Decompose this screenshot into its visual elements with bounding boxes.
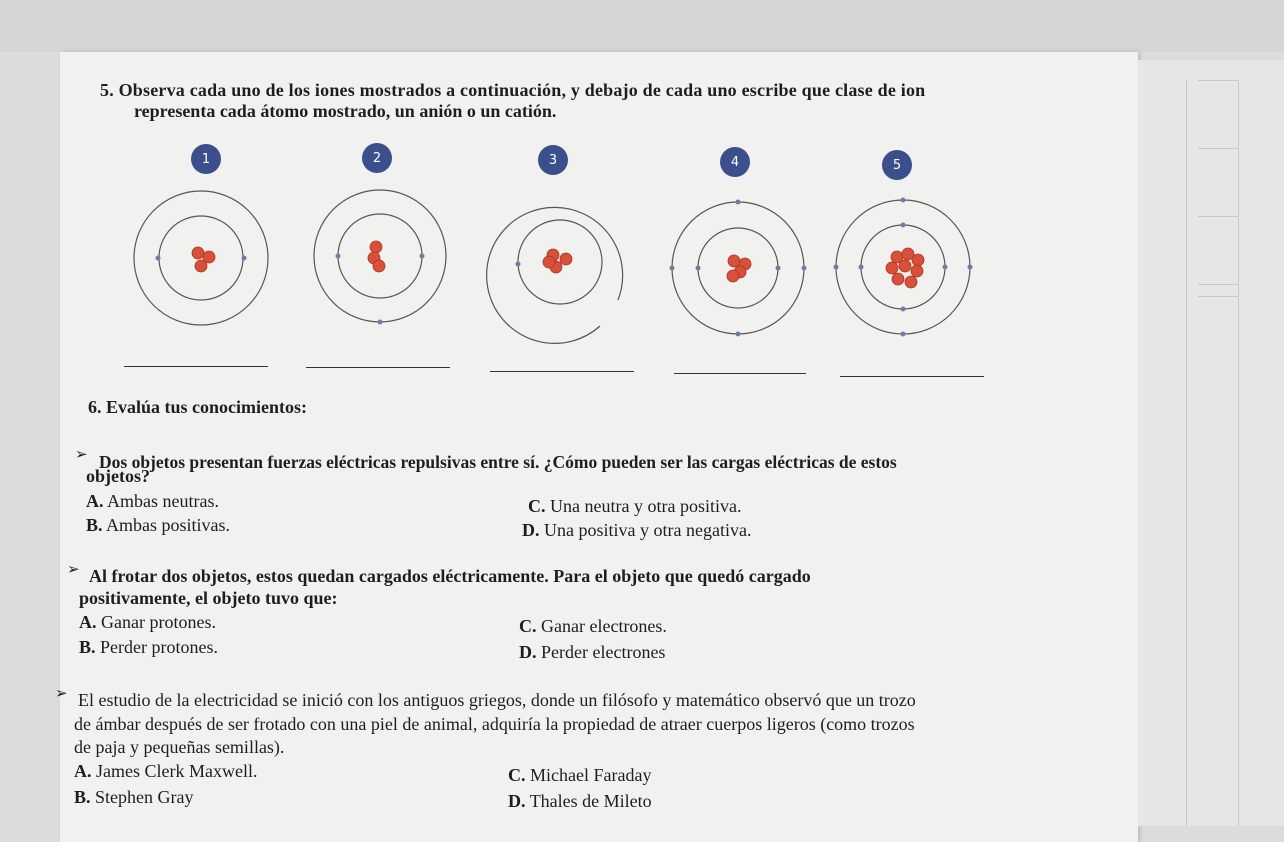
q6-2-option-b[interactable]: B. Perder protones.: [79, 637, 218, 657]
q6-1-option-a[interactable]: A. Ambas neutras.: [86, 491, 219, 511]
answer-blank-2[interactable]: [306, 367, 450, 368]
q6-3-line-1: El estudio de la electricidad se inició con los antiguos griegos, donde un filósofo y matemático observó que un trozo: [78, 690, 916, 710]
atom-3-badge: 3: [538, 145, 568, 175]
q6-1-line-1: Dos objetos presentan fuerzas eléctricas repulsivas entre sí. ¿Cómo pueden ser las cargas eléctricas de estos: [99, 452, 897, 472]
question-5-line-1: 5. Observa cada uno de los iones mostrados a continuación, y debajo de cada uno escribe que clase de ion: [100, 80, 926, 100]
atom-3-diagram: [487, 207, 623, 343]
q6-3-line-3: de paja y pequeñas semillas).: [74, 737, 285, 757]
q6-2-line-1: Al frotar dos objetos, estos quedan cargados eléctricamente. Para el objeto que quedó cargado: [89, 566, 811, 586]
atom-1-badge: 1: [191, 144, 221, 174]
question-6-title: 6. Evalúa tus conocimientos:: [88, 397, 308, 417]
answer-blank-5[interactable]: [840, 376, 984, 377]
q6-2-option-c[interactable]: C. Ganar electrones.: [519, 616, 667, 636]
answer-blank-3[interactable]: [490, 371, 634, 372]
q6-2-option-a[interactable]: A. Ganar protones.: [79, 612, 216, 632]
q6-1-option-d[interactable]: D. Una positiva y otra negativa.: [522, 520, 752, 540]
q6-1-line-2: objetos?: [86, 466, 150, 486]
atom-4-badge: 4: [720, 147, 750, 177]
bullet-arrow: ➢: [55, 686, 68, 702]
answer-blank-1[interactable]: [124, 366, 268, 367]
q6-3-option-a[interactable]: A. James Clerk Maxwell.: [74, 761, 258, 781]
q6-3-option-c[interactable]: C. Michael Faraday: [508, 765, 652, 785]
atom-5-badge: 5: [882, 150, 912, 180]
q6-3-option-d[interactable]: D. Thales de Mileto: [508, 791, 652, 811]
bullet-arrow: ➢: [67, 562, 80, 578]
q6-3-option-b[interactable]: B. Stephen Gray: [74, 787, 194, 807]
atom-2-badge: 2: [362, 143, 392, 173]
question-5-line-2: representa cada átomo mostrado, un anión o un catión.: [134, 101, 557, 121]
q6-2-option-d[interactable]: D. Perder electrones: [519, 642, 666, 662]
q6-3-line-2: de ámbar después de ser frotado con una piel de animal, adquiría la propiedad de atraer cuerpos ligeros (como trozos: [74, 714, 915, 734]
answer-blank-4[interactable]: [674, 373, 806, 374]
q6-2-line-2: positivamente, el objeto tuvo que:: [79, 588, 338, 608]
q6-1-option-b[interactable]: B. Ambas positivas.: [86, 515, 231, 535]
q6-1-option-c[interactable]: C. Una neutra y otra positiva.: [528, 496, 742, 516]
bullet-arrow: ➢: [75, 447, 88, 463]
